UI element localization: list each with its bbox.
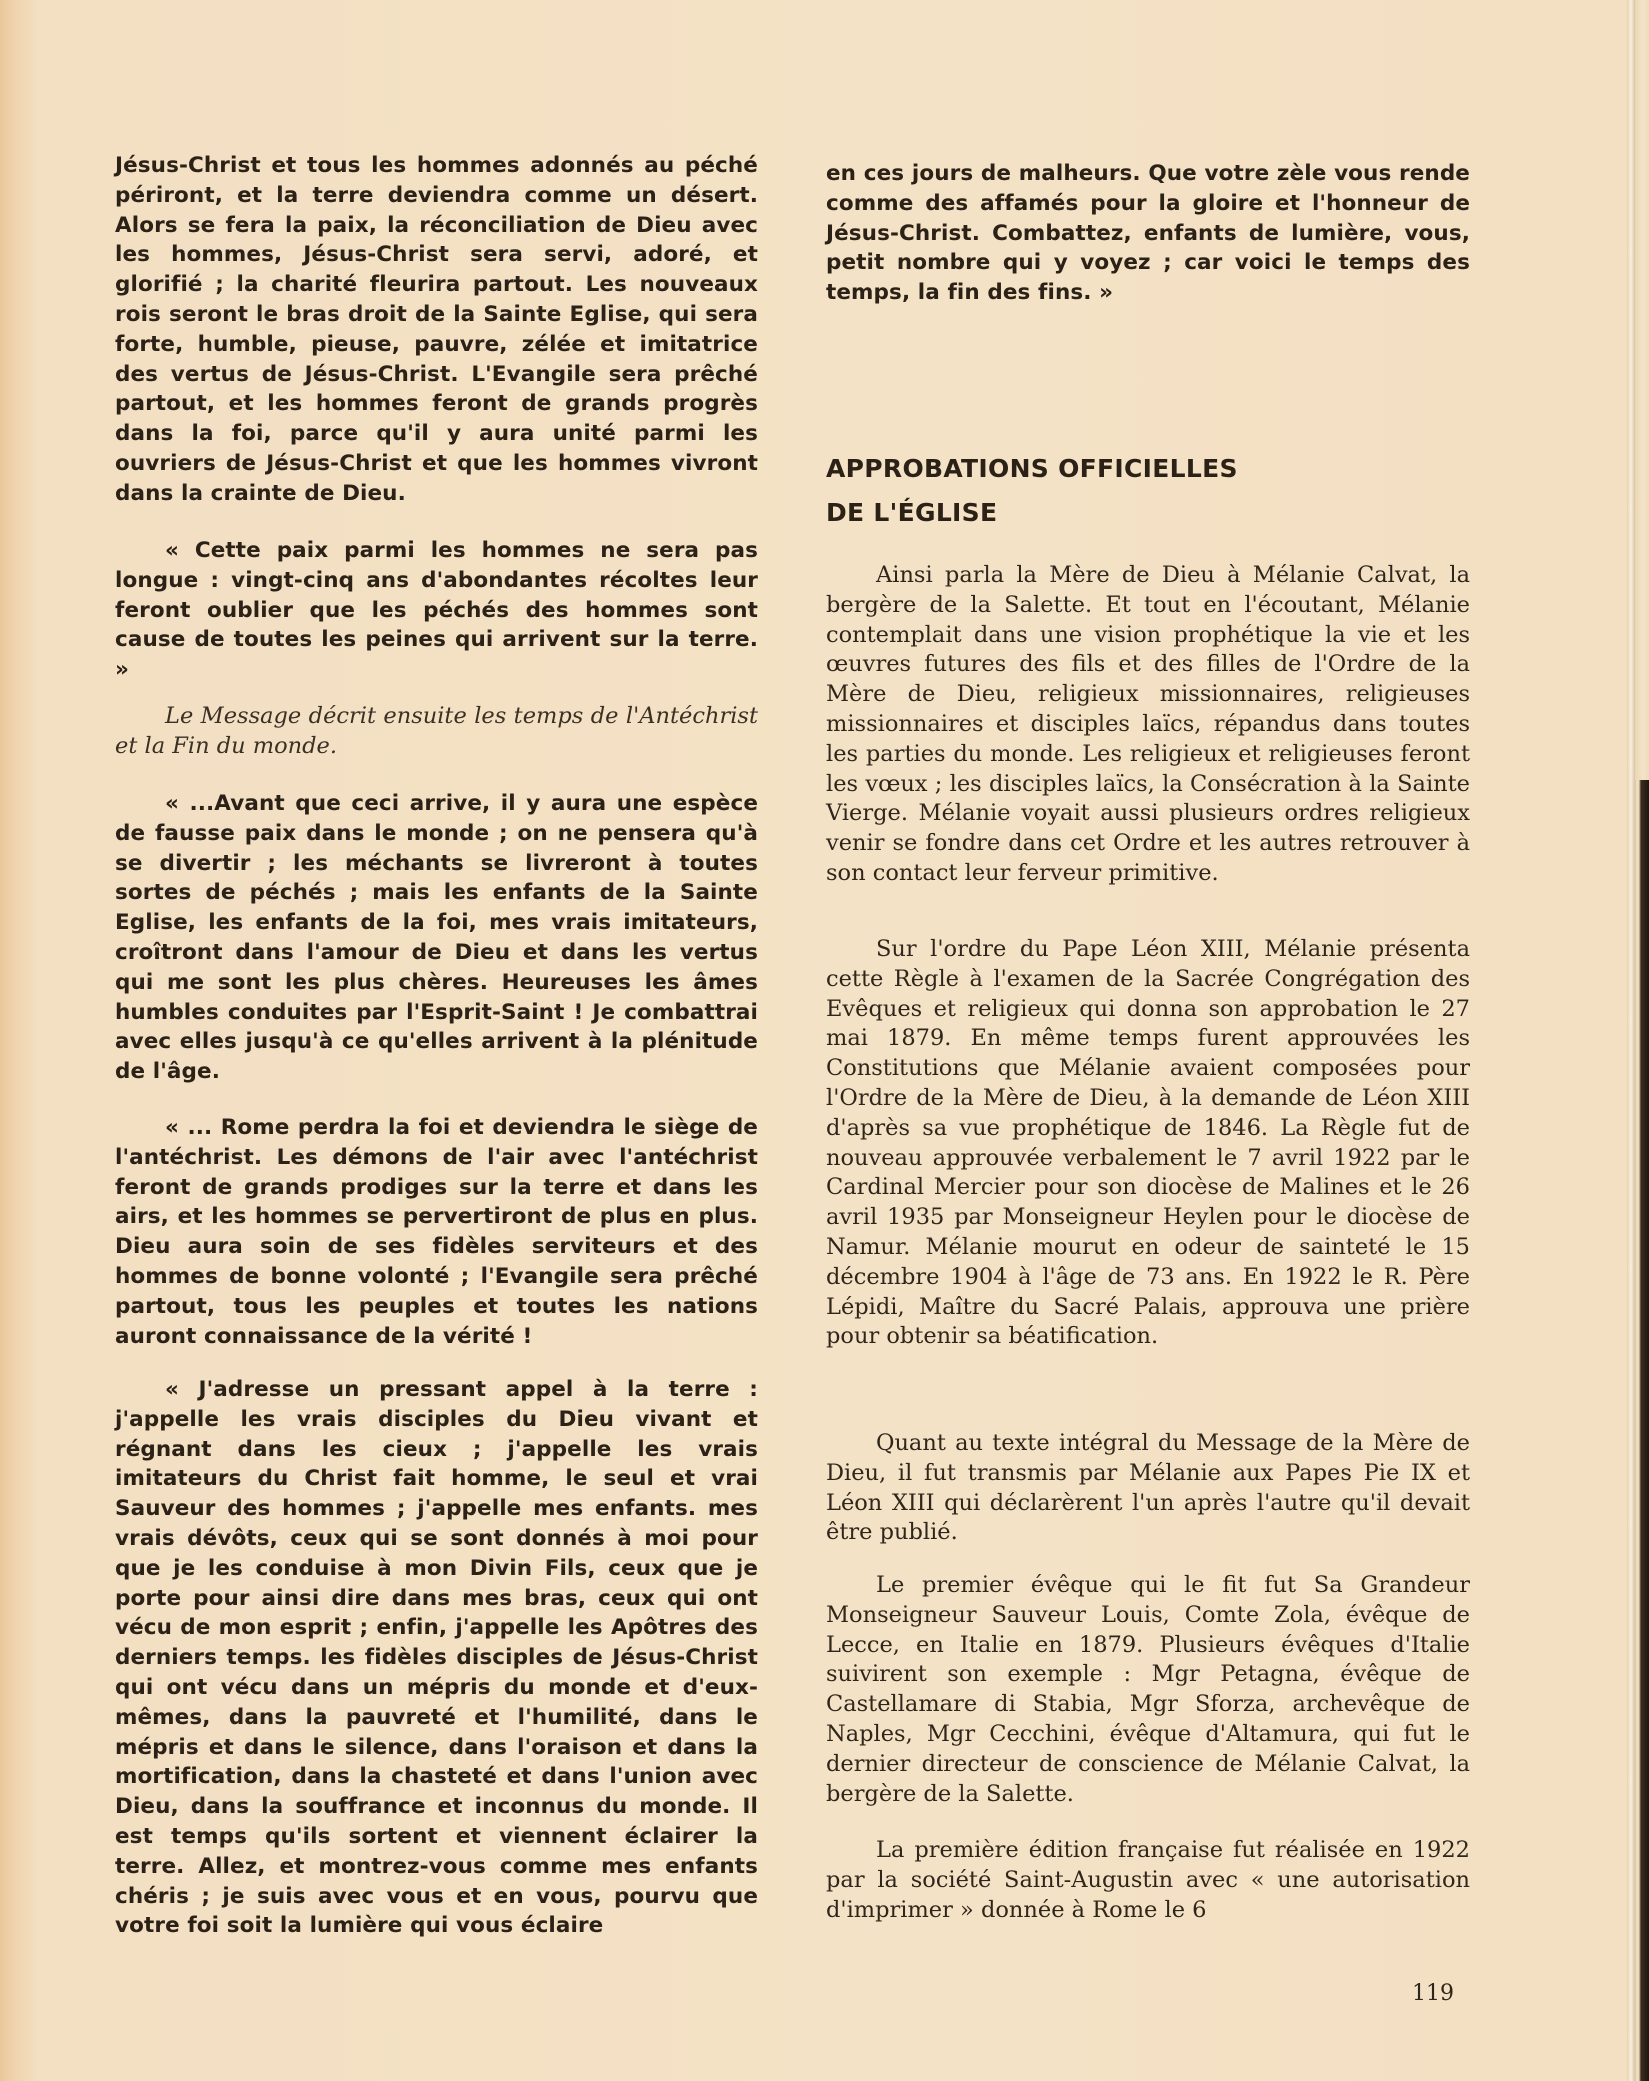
section-heading-line-1: APPROBATIONS OFFICIELLES [826,454,1238,483]
paragraph-rome-antichrist: « ... Rome perdra la foi et deviendra le siège de l'antéchrist. Les démons de l'air avec l'antéchrist feront de grands prodiges sur la terre et dans les airs, et les hommes se pervertiront de plus en plus. Dieu aura soin de ses fidèles serviteurs et des hommes de bonne volonté ; l'Evangile sera prêché partout, tous les peuples et toutes les nations auront connaissance de la vérité ! [115,1115,758,1349]
paragraph-first-edition: La première édition française fut réalisée en 1922 par la société Saint-Augustin avec « une autorisation d'imprimer » donnée à Rome le 6 [826,1837,1470,1923]
paragraph-rule-approval-wrap [826,935,1470,1352]
paragraph-first-bishop-wrap [826,1571,1470,1809]
paragraph-editorial-note: Le Message décrit ensuite les temps de l'Antéchrist et la Fin du monde. [115,703,758,759]
paragraph-message-transmission-wrap [826,1429,1470,1548]
paragraph-reconciliation: Jésus-Christ et tous les hommes adonnés au péché périront, et la terre deviendra comme un désert. Alors se fera la paix, la réconciliation de Dieu avec les hommes, Jésus-Christ sera servi, adoré, et glorifié ; la charité fleurira partout. Les nouveaux rois seront le bras droit de la Sainte Eglise, qui sera forte, humble, pieuse, pauvre, zélée et imitatrice des vertus de Jésus-Christ. L'Evangile sera prêché partout, et les hommes feront de grands progrès dans la foi, parce qu'il y aura unité parmi les ouvriers de Jésus-Christ et que les hommes vivront dans la crainte de Dieu. [115,153,758,506]
paragraph-message-ending: en ces jours de malheurs. Que votre zèle vous rende comme des affamés pour la gloire et l'honneur de Jésus-Christ. Combattez, enfants de lumière, vous, petit nombre qui y voyez ; car voici le temps des temps, la fin des fins. » [826,161,1470,306]
paragraph-appeal-to-earth: « J'adresse un pressant appel à la terre : j'appelle les vrais disciples du Dieu vivant et régnant dans les cieux ; j'appelle les vrais imitateurs du Christ fait homme, le seul et vrai Sauveur des hommes ; j'appelle mes enfants. mes vrais dévôts, ceux qui se sont donnés à moi pour que je les conduise à mon Divin Fils, ceux que je porte pour ainsi dire dans mes bras, ceux qui ont vécu de mon esprit ; enfin, j'appelle les Apôtres des derniers temps. les fidèles disciples de Jésus-Christ qui ont vécu dans un mépris du monde et d'eux-mêmes, dans la pauvreté et l'humilité, dans le mépris et dans le silence, dans l'oraison et dans la mortification, dans la chasteté et dans l'union avec Dieu, dans la souffrance et inconnus du monde. Il est temps qu'ils sortent et viennent éclairer la terre. Allez, et montrez-vous comme mes enfants chéris ; je suis avec vous et en vous, pourvu que votre foi soit la lumière qui vous éclaire [115,1377,758,1939]
paragraph-melanie-vision-wrap [826,561,1470,889]
paragraph-first-bishop: Le premier évêque qui le fit fut Sa Grandeur Monseigneur Sauveur Louis, Comte Zola, évêque de Lecce, en Italie en 1879. Plusieurs évêques d'Italie suivirent son exemple : Mgr Petagna, évêque de Castellamare di Stabia, Mgr Sforza, archevêque de Naples, Mgr Cecchini, évêque d'Altamura, qui fut le dernier directeur de conscience de Mélanie Calvat, la bergère de la Salette. [826,1572,1470,1807]
paragraph-peace-not-long: « Cette paix parmi les hommes ne sera pas longue : vingt-cinq ans d'abondantes récoltes leur feront oublier que les péchés des hommes sont cause de toutes les peines qui arrivent sur la terre. » [115,538,758,683]
section-heading-line-2: DE L'ÉGLISE [826,498,998,527]
paragraph-first-edition-wrap [826,1836,1470,1925]
paragraph-message-transmission: Quant au texte intégral du Message de la Mère de Dieu, il fut transmis par Mélanie aux Papes Pie IX et Léon XIII qui déclarèrent l'un après l'autre qu'il devait être publié. [826,1430,1470,1546]
page-fold-shadow [1635,0,1649,780]
paragraph-melanie-vision-text: Ainsi parla la Mère de Dieu à Mélanie Calvat, la bergère de la Salette. Et tout en l'écoutant, Mélanie contemplait dans une vision prophétique la vie et les œuvres futures des fils et des filles de l'Ordre de la Mère de Dieu, religieux missionnaires, religieuses missionnaires et disciples laïcs, répandus dans toutes les parties du monde. Les religieux et religieuses feront les vœux ; les disciples laïcs, la Consécration à la Sainte Vierge. Mélanie voyait aussi plusieurs ordres religieux venir se fondre dans cet Ordre et les autres retrouver à son contact leur ferveur primitive. [826,562,1470,886]
section-heading [826,447,1470,535]
paragraph-rule-approval: Sur l'ordre du Pape Léon XIII, Mélanie présenta cette Règle à l'examen de la Sacrée Congrégation des Evêques et religieux qui donna son approbation le 27 mai 1879. En même temps furent approuvées les Constitutions que Mélanie avaient composées pour l'Ordre de la Mère de Dieu, à la demande de Léon XIII d'après sa vue prophétique de 1846. La Règle fut de nouveau approuvée verbalement le 7 avril 1922 par le Cardinal Mercier pour son diocèse de Malines et le 26 avril 1935 par Monseigneur Heylen pour le diocèse de Namur. Mélanie mourut en odeur de sainteté le 15 décembre 1904 à l'âge de 73 ans. En 1922 le R. Père Lépidi, Maître du Sacré Palais, approuva une prière pour obtenir sa béatification. [826,936,1470,1350]
paragraph-false-peace: « ...Avant que ceci arrive, il y aura une espèce de fausse paix dans le monde ; on ne pensera qu'à se divertir ; les méchants se livreront à toutes sortes de péchés ; mais les enfants de la Sainte Eglise, les enfants de la foi, mes vrais imitateurs, croîtront dans l'amour de Dieu et dans les vertus qui me sont les plus chères. Heureuses les âmes humbles conduites par l'Esprit-Saint ! Je combattrai avec elles jusqu'à ce qu'elles arrivent à la plénitude de l'âge. [115,791,758,1085]
page-number: 119 [1412,1981,1454,2006]
